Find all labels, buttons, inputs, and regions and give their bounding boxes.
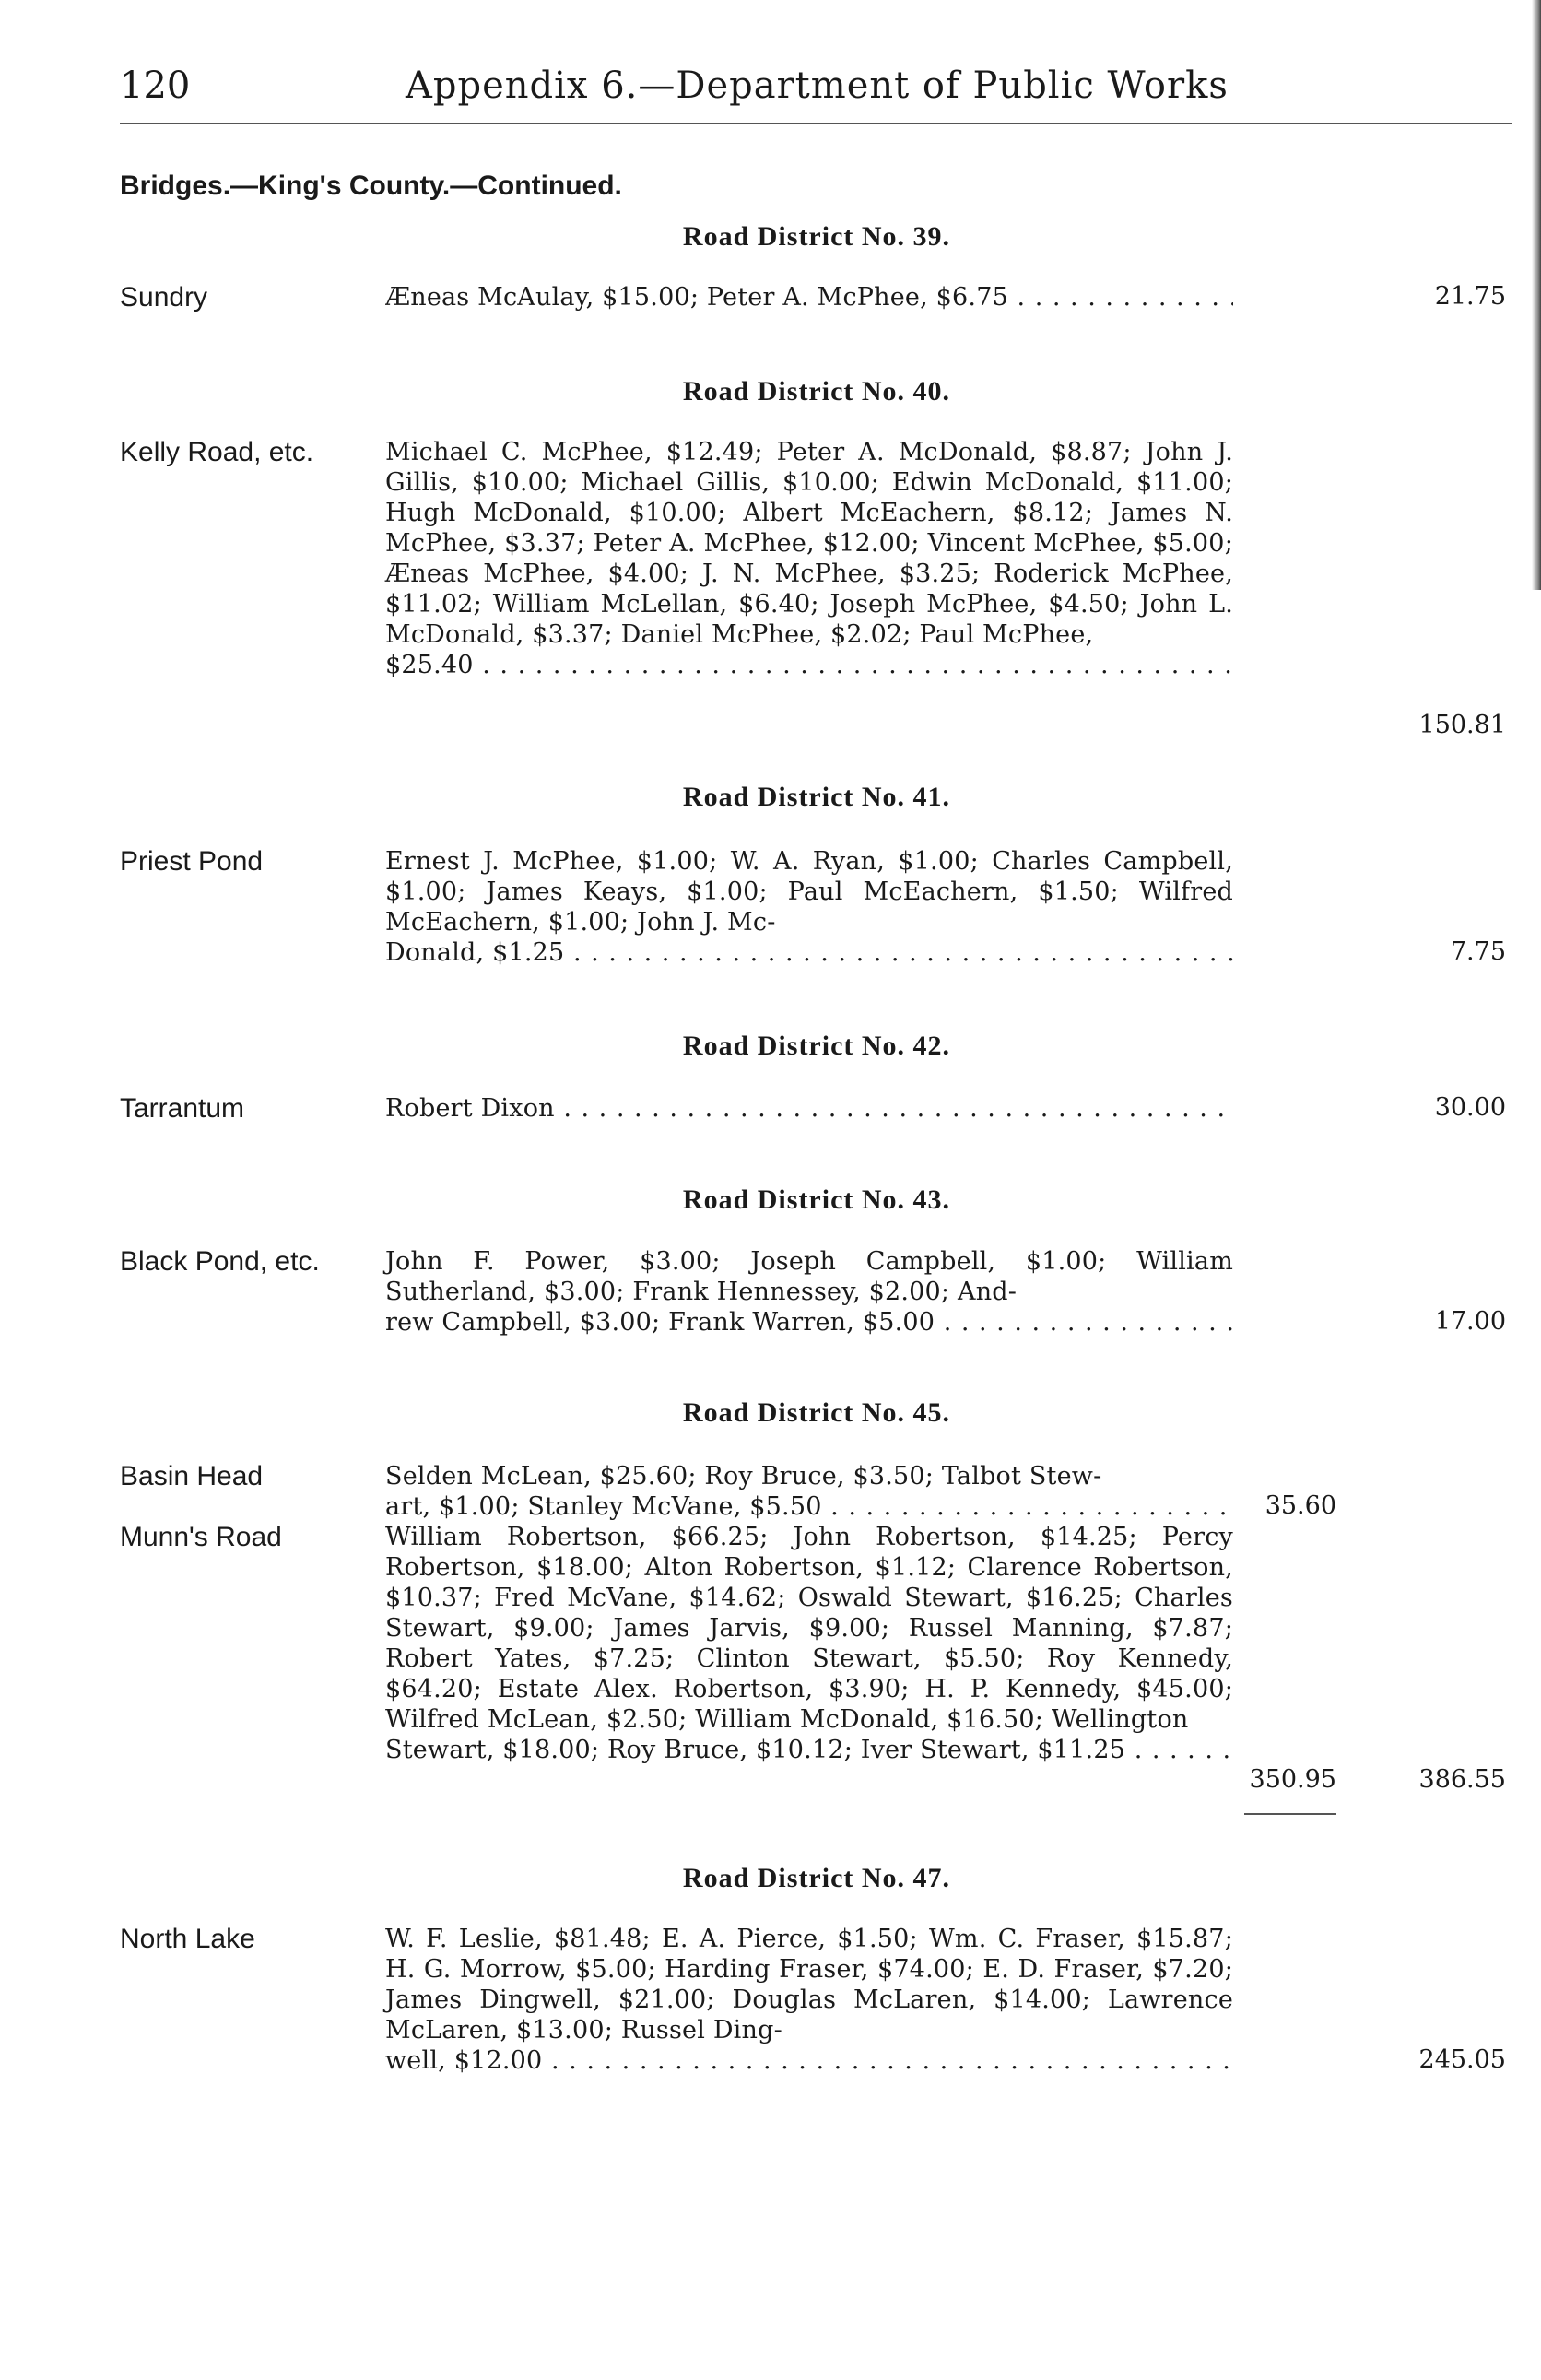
entry-amount: 386.55 xyxy=(1418,1765,1506,1794)
entry-last-line: rew Campbell, $3.00; Frank Warren, $5.00 . . . xyxy=(385,1307,1233,1337)
entry-amount: 245.05 xyxy=(1418,2045,1506,2074)
entry-last-line: Æneas McAulay, $15.00; Peter A. McPhee, $6.75 . . . xyxy=(385,282,1233,312)
district-heading: Road District No. 39. xyxy=(682,221,951,252)
district-heading: Road District No. 42. xyxy=(682,1031,951,1061)
entry-subtotal: 35.60 xyxy=(1265,1491,1336,1520)
place-name: North Lake xyxy=(120,1924,255,1954)
place-name: Basin Head xyxy=(120,1461,264,1491)
place-name: Tarrantum xyxy=(120,1093,245,1124)
entry-text xyxy=(385,1246,1233,1337)
entry-text xyxy=(385,1924,1233,2076)
entry-last-line: Donald, $1.25 . . . xyxy=(385,937,1233,968)
subtotal-rule xyxy=(1244,1813,1336,1815)
entry-text xyxy=(385,1522,1233,1765)
entry-text xyxy=(385,437,1233,680)
place-name: Sundry xyxy=(120,282,208,312)
entry-amount: 17.00 xyxy=(1434,1307,1506,1336)
entry-body: Ernest J. McPhee, $1.00; W. A. Ryan, $1.00; Charles Campbell, $1.00; James Keays, $1.00; Paul McEachern, $1.50; Wilfred McEachern, $1.00; John J. Mc- xyxy=(385,847,1233,937)
place-name: Kelly Road, etc. xyxy=(120,437,314,467)
district-heading: Road District No. 41. xyxy=(682,782,951,812)
entry-text xyxy=(385,1461,1233,1522)
entry-last-line: well, $12.00 . . . xyxy=(385,2045,1233,2076)
entry-text xyxy=(385,1093,1233,1124)
place-name: Black Pond, etc. xyxy=(120,1246,320,1277)
place-name: Priest Pond xyxy=(120,846,264,877)
page-number: 120 xyxy=(120,65,191,107)
entry-body: Selden McLean, $25.60; Roy Bruce, $3.50; Talbot Stew- xyxy=(385,1462,1102,1490)
district-heading: Road District No. 40. xyxy=(682,376,951,406)
section-title: Bridges.—King's County.—Continued. xyxy=(120,171,622,201)
entry-amount: 30.00 xyxy=(1434,1093,1506,1122)
district-heading: Road District No. 47. xyxy=(682,1863,951,1893)
place-name: Munn's Road xyxy=(120,1522,282,1552)
entry-last-line: Robert Dixon . . . xyxy=(385,1093,1233,1124)
entry-amount: 21.75 xyxy=(1434,282,1506,311)
entry-body: W. F. Leslie, $81.48; E. A. Pierce, $1.50; Wm. C. Fraser, $15.87; H. G. Morrow, $5.00; Harding Fraser, $74.00; E. D. Fraser, $7.20; James Dingwell, $21.00; Douglas McLaren, $14.00; Lawrence McLaren, $13.00; Russel Ding- xyxy=(385,1925,1233,2044)
entry-last-line: art, $1.00; Stanley McVane, $5.50 . . . xyxy=(385,1491,1233,1522)
entry-last-line: $25.40 . . . xyxy=(385,650,1233,680)
entry-amount: 7.75 xyxy=(1450,937,1506,966)
header-rule xyxy=(120,123,1512,124)
running-head: Appendix 6.—Department of Public Works xyxy=(406,65,1229,107)
entry-text xyxy=(385,282,1233,312)
entry-body: John F. Power, $3.00; Joseph Campbell, $1.00; William Sutherland, $3.00; Frank Hennessey, $2.00; And- xyxy=(385,1247,1233,1306)
entry-body: William Robertson, $66.25; John Robertson, $14.25; Percy Robertson, $18.00; Alton Robertson, $1.12; Clarence Robertson, $10.37; Fred McVane, $14.62; Oswald Stewart, $16.25; Charles Stewart, $9.00; James Jarvis, $9.00; Russel Manning, $7.87; Robert Yates, $7.25; Clinton Stewart, $5.50; Roy Kennedy, $64.20; Estate Alex. Robertson, $3.90; H. P. Kennedy, $45.00; Wilfred McLean, $2.50; William McDonald, $16.50; Wellington xyxy=(385,1523,1233,1734)
district-heading: Road District No. 45. xyxy=(682,1397,951,1428)
entry-amount: 150.81 xyxy=(1418,711,1506,739)
district-heading: Road District No. 43. xyxy=(682,1184,951,1215)
entry-last-line: Stewart, $18.00; Roy Bruce, $10.12; Iver Stewart, $11.25 . . . xyxy=(385,1735,1233,1765)
page-header xyxy=(120,65,1502,120)
page-edge-shadow xyxy=(1532,0,1541,590)
entry-body: Michael C. McPhee, $12.49; Peter A. McDonald, $8.87; John J. Gillis, $10.00; Michael Gillis, $10.00; Edwin McDonald, $11.00; Hugh McDonald, $10.00; Albert McEachern, $8.12; James N. McPhee, $3.37; Peter A. McPhee, $12.00; Vincent McPhee, $5.00; Æneas McPhee, $4.00; J. N. McPhee, $3.25; Roderick McPhee, $11.02; William McLellan, $6.40; Joseph McPhee, $4.50; John L. McDonald, $3.37; Daniel McPhee, $2.02; Paul McPhee, xyxy=(385,438,1233,649)
entry-subtotal: 350.95 xyxy=(1249,1765,1336,1794)
entry-text xyxy=(385,846,1233,968)
